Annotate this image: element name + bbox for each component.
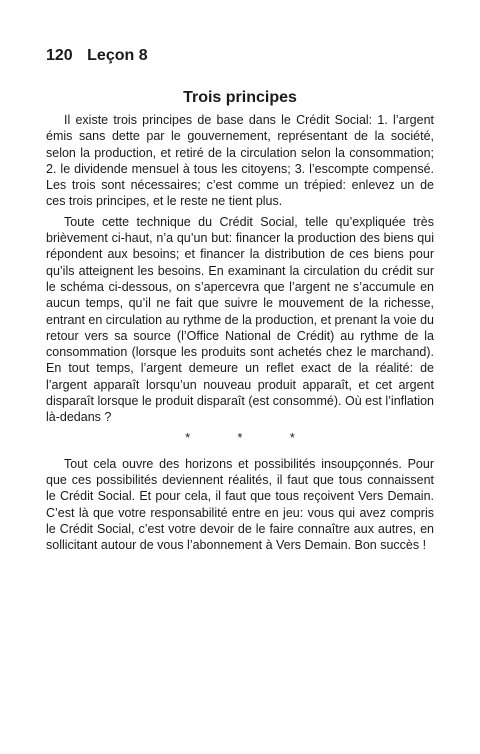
paragraph-technique: Toute cette technique du Crédit Social, telle qu’expliquée très brièvement ci-haut, n’a qu’un but: financer la production des biens qui répondent aux besoins; et financer la distribution de ces biens pour qu’ils atteignent les besoins. En examinant la circulation du crédit sur le schéma ci-dessous, on s’apercevra que l’argent ne s’accumule en aucun temps, qu’il ne fait que suivre le mouvement de la richesse, entrant en circulation au rythme de la production, et prenant la voie du retour vers sa source (l’Office National de Crédit) au rythme de la consommation (lorsque les produits sont achetés chez le marchand). En tout temps, l’argent demeure un reflet exact de la réalité: de l’argent apparaît lorsqu’un nouveau produit apparaît, et cet argent disparaît lorsque le produit disparaît (est consommé). Où est l’inflation là-dedans ? — [46, 214, 434, 425]
section-separator: * * * — [185, 430, 317, 445]
running-head — [46, 46, 434, 66]
page-number: 120 — [46, 47, 73, 64]
paragraph-principles: Il existe trois principes de base dans le Crédit Social: 1. l’argent émis sans dette par le gouvernement, représentant de la société, selon la production, et retiré de la circulation selon la consommation; 2. le dividende mensuel à tous les citoyens; 3. l’escompte compensé. Les trois sont nécessaires; c’est comme un trépied: enlevez un de ces trois principes, et le reste ne tient plus. — [46, 113, 434, 209]
paragraph-closing: Tout cela ouvre des horizons et possibilités insoupçonnés. Pour que ces possibilités deviennent réalités, il faut que tous connaissent le Crédit Social. Et pour cela, il faut que tous reçoivent Vers Demain. C’est là que votre responsabilité entre en jeu: vous qui avez compris le Crédit Social, c’est votre devoir de le faire connaître aux autres, en sollicitant autour de vous l’abonnement à Vers Demain. Bon succès ! — [46, 456, 434, 553]
chapter-label: Leçon 8 — [87, 47, 148, 64]
section-title: Trois principes — [183, 89, 297, 106]
book-page — [46, 46, 434, 557]
